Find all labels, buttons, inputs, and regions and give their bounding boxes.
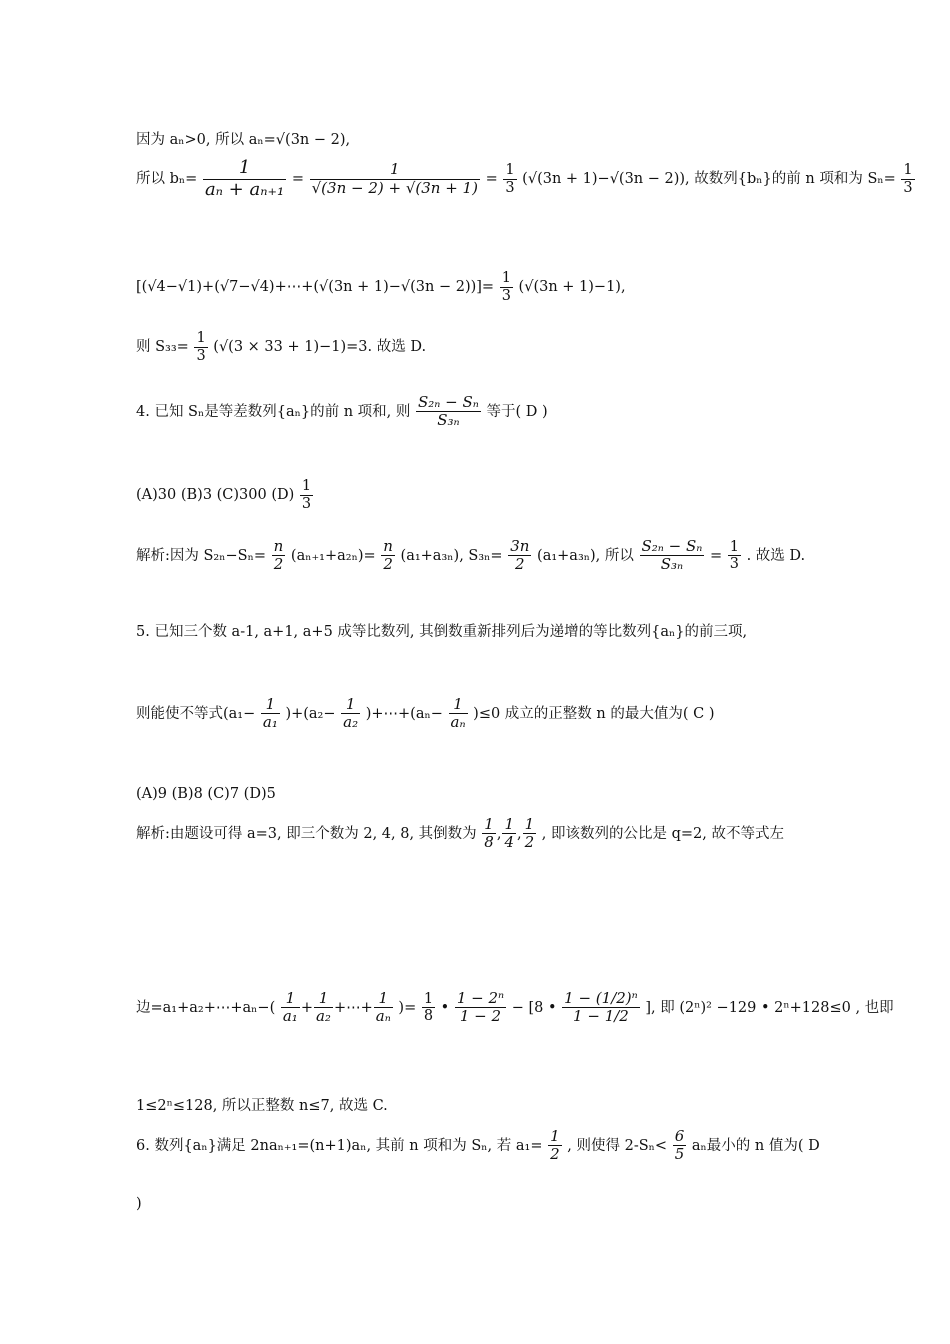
text: = xyxy=(291,171,304,188)
numerator: 3n xyxy=(510,537,530,555)
denominator: 2 xyxy=(508,555,531,573)
text: aₙ最小的 n 值为( D xyxy=(691,1137,820,1154)
text: 4. 已知 Sₙ是等差数列{aₙ}的前 n 项和, 则 xyxy=(136,403,411,420)
solution-line-1 xyxy=(136,128,350,149)
numerator: S₂ₙ − Sₙ xyxy=(418,393,479,411)
text: 5. 已知三个数 a-1, a+1, a+5 成等比数列, 其倒数重新排列后为递增的等比数列{aₙ}的前三项, xyxy=(136,624,748,640)
denominator: 3 xyxy=(301,495,312,512)
denominator: aₙ xyxy=(375,1007,391,1026)
numerator: 1 xyxy=(301,478,312,494)
denominator: 3 xyxy=(903,179,913,196)
fraction xyxy=(272,538,286,574)
text: 则能使不等式(a₁− xyxy=(136,705,256,722)
answer-5-computation: 边=a₁+a₂+⋯+aₙ−( $\frac{1}{\text{a₁}}$ + $\frac{1}{\text{a₂}}$ +⋯+ $\frac{1}{\text{aₙ}}$ )= $\frac{1}{8}$ • $\frac{\text{1 − 2ⁿ}}{1 - 2}$ − [8 • $\frac{\text{1 − (1/2)ⁿ}}{1 - 1/2}$ ], 即 (2ⁿ)² −129 • 2ⁿ+128≤0 , 也即 xyxy=(136,989,894,1026)
text: ) xyxy=(136,1196,142,1212)
answer-5: 解析:由题设可得 a=3, 即三个数为 2, 4, 8, 其倒数为 $\frac{1}{8}$ , $\frac{1}{4}$ , $\frac{1}{2}$ , 即该数列的公比是 q=2, 故不等式左 xyxy=(136,815,784,852)
fraction xyxy=(416,394,481,430)
question-5-options xyxy=(136,786,276,802)
numerator: 1 xyxy=(265,695,276,713)
text: 等于( D ) xyxy=(486,403,548,420)
fraction xyxy=(261,696,280,732)
text: )= xyxy=(398,999,417,1016)
numerator: 1 xyxy=(345,695,356,713)
denominator: S₃ₙ xyxy=(640,555,705,573)
numerator: 1 − (1/2)ⁿ xyxy=(564,989,638,1007)
numerator: 1 xyxy=(550,1127,560,1145)
text: (A)30 (B)3 (C)300 (D) xyxy=(136,487,295,504)
fraction xyxy=(381,538,395,574)
numerator: 6 xyxy=(674,1127,685,1145)
question-4 xyxy=(136,394,548,430)
question-6-end xyxy=(136,1196,142,1212)
text: 则 S₃₃= xyxy=(136,339,189,356)
fraction xyxy=(482,816,496,852)
numerator: 1 xyxy=(378,989,389,1007)
fraction xyxy=(194,330,207,364)
denominator: aₙ + aₙ₊₁ xyxy=(204,178,285,200)
text: , 即该数列的公比是 q=2, 故不等式左 xyxy=(541,825,784,842)
fraction xyxy=(503,162,516,196)
denominator: 2 xyxy=(381,555,395,573)
fraction xyxy=(422,991,435,1025)
numerator: 1 xyxy=(318,989,329,1007)
numerator: 1 xyxy=(504,815,514,833)
text: 1≤2ⁿ≤128, 所以正整数 n≤7, 故选 C. xyxy=(136,1098,388,1114)
denominator: 2 xyxy=(524,833,535,852)
text: ], 即 (2ⁿ)² −129 • 2ⁿ+128≤0 , 也即 xyxy=(645,999,894,1016)
numerator: 1 xyxy=(453,695,463,713)
denominator: a₁ xyxy=(282,1007,298,1026)
text: 因为 aₙ>0, 所以 aₙ=√(3n − 2), xyxy=(136,132,351,148)
fraction xyxy=(374,990,393,1026)
text: (√(3n + 1)−1), xyxy=(518,279,626,296)
numerator: 1 xyxy=(505,162,515,179)
fraction xyxy=(500,270,513,304)
fraction xyxy=(310,161,480,197)
text: . 故选 D. xyxy=(746,547,806,564)
denominator: 8 xyxy=(484,833,494,852)
text: = xyxy=(485,171,498,188)
text: 6. 数列{aₙ}满足 2naₙ₊₁=(n+1)aₙ, 其前 n 项和为 Sₙ, 若 a₁= xyxy=(136,1137,543,1154)
text: (A)9 (B)8 (C)7 (D)5 xyxy=(136,786,276,802)
denominator: 8 xyxy=(423,1008,434,1025)
fraction xyxy=(502,816,516,852)
fraction xyxy=(203,158,286,200)
numerator: 1 xyxy=(390,160,400,179)
denominator: 3 xyxy=(196,347,206,364)
solution-line-3 xyxy=(136,270,626,304)
fraction xyxy=(300,478,313,512)
fraction xyxy=(449,696,468,732)
denominator: 5 xyxy=(674,1145,685,1164)
fraction xyxy=(901,162,914,196)
text: 边=a₁+a₂+⋯+aₙ−( xyxy=(136,999,276,1016)
fraction xyxy=(314,990,333,1026)
numerator: 1 xyxy=(423,990,434,1007)
fraction xyxy=(455,990,506,1026)
numerator: 1 xyxy=(501,270,511,286)
numerator: 1 − 2ⁿ xyxy=(456,989,505,1007)
denominator: a₁ xyxy=(262,713,278,732)
denominator: a₂ xyxy=(343,713,359,732)
numerator: n xyxy=(383,537,393,555)
text: 解析:由题设可得 a=3, 即三个数为 2, 4, 8, 其倒数为 xyxy=(136,825,477,842)
text: (a₁+a₃ₙ), S₃ₙ= xyxy=(400,547,503,564)
fraction xyxy=(523,816,537,852)
question-6 xyxy=(136,1128,820,1164)
fraction xyxy=(281,990,300,1026)
text: = xyxy=(709,547,723,564)
numerator: 1 xyxy=(285,989,296,1007)
denominator: 2 xyxy=(272,555,286,573)
text: [(√4−√1)+(√7−√4)+⋯+(√(3n + 1)−√(3n − 2))]= xyxy=(136,279,495,296)
question-4-options xyxy=(136,478,314,512)
question-5-inequality xyxy=(136,696,714,732)
text: 解析:因为 S₂ₙ−Sₙ= xyxy=(136,547,267,564)
numerator: 1 xyxy=(903,162,913,179)
numerator: 1 xyxy=(524,815,535,833)
text: (√(3n + 1)−√(3n − 2)), 故数列{bₙ}的前 n 项和为 Sₙ= xyxy=(522,171,896,188)
text: )+⋯+(aₙ− xyxy=(365,705,443,722)
fraction xyxy=(728,539,741,573)
denominator: S₃ₙ xyxy=(416,411,481,429)
denominator: 2 xyxy=(550,1145,560,1164)
answer-4 xyxy=(136,538,805,574)
denominator: 3 xyxy=(501,287,511,304)
answer-5-conclusion xyxy=(136,1094,388,1115)
solution-line-4 xyxy=(136,330,426,364)
denominator: 1 − 2 xyxy=(455,1007,506,1025)
question-5 xyxy=(136,620,747,641)
fraction xyxy=(562,990,640,1026)
fraction xyxy=(640,538,705,574)
denominator: 3 xyxy=(505,179,515,196)
numerator: 1 xyxy=(484,815,494,833)
denominator: aₙ xyxy=(450,713,466,732)
text: − [8 • xyxy=(511,999,557,1016)
denominator: a₂ xyxy=(315,1007,331,1026)
numerator: S₂ₙ − Sₙ xyxy=(641,537,703,555)
denominator: 3 xyxy=(729,556,739,573)
solution-line-2 xyxy=(136,158,916,200)
numerator: n xyxy=(273,537,284,555)
text: (aₙ₊₁+a₂ₙ)= xyxy=(290,547,376,564)
fraction xyxy=(548,1128,562,1164)
fraction xyxy=(508,538,531,574)
fraction xyxy=(341,696,360,732)
numerator: 1 xyxy=(238,157,251,178)
numerator: 1 xyxy=(196,330,206,346)
denominator: 4 xyxy=(504,833,514,852)
text: )≤0 成立的正整数 n 的最大值为( C ) xyxy=(473,705,715,722)
denominator: 1 − 1/2 xyxy=(562,1007,640,1025)
text: (√(3 × 33 + 1)−1)=3. 故选 D. xyxy=(213,339,427,356)
numerator: 1 xyxy=(729,538,739,555)
text: )+(a₂− xyxy=(285,705,336,722)
text: , 则使得 2-Sₙ< xyxy=(567,1137,668,1154)
text: (a₁+a₃ₙ), 所以 xyxy=(537,547,634,564)
text: 所以 bₙ= xyxy=(136,171,198,188)
fraction xyxy=(673,1128,687,1164)
denominator: √(3n − 2) + √(3n + 1) xyxy=(311,178,478,197)
